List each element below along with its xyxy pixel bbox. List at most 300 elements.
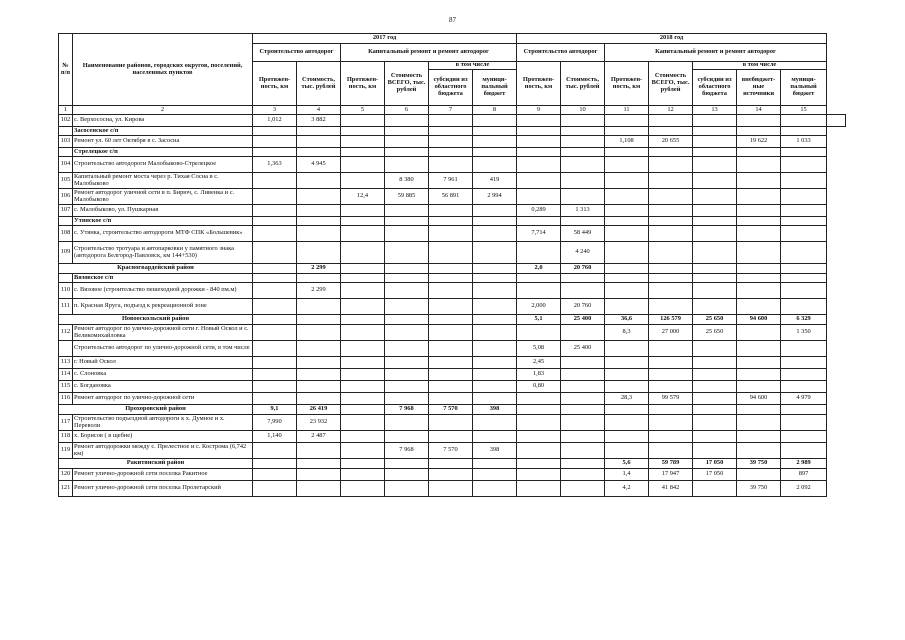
row-number: 104	[59, 157, 73, 173]
row-value	[561, 481, 605, 497]
row-value: 1,83	[517, 369, 561, 381]
subsection-row	[59, 274, 846, 283]
row-value	[341, 205, 385, 217]
row-value	[561, 173, 605, 189]
cell	[473, 274, 517, 283]
header-2017: 2017 год	[253, 34, 517, 44]
cell	[605, 127, 649, 136]
row-value	[693, 115, 737, 127]
row-value	[605, 242, 649, 264]
row-value	[253, 325, 297, 341]
row-value	[341, 115, 385, 127]
row-value: 7 961	[429, 173, 473, 189]
column-number: 15	[781, 106, 827, 115]
row-value	[473, 136, 517, 148]
district-name: Красногвардейский район	[59, 264, 253, 274]
district-value	[693, 405, 737, 415]
row-value	[605, 369, 649, 381]
row-value: 25 650	[693, 325, 737, 341]
district-value	[781, 405, 827, 415]
cell	[781, 148, 827, 157]
row-value: 7 570	[429, 443, 473, 459]
column-number: 3	[253, 106, 297, 115]
row-value	[561, 443, 605, 459]
district-value	[429, 459, 473, 469]
district-value	[605, 405, 649, 415]
cell	[737, 127, 781, 136]
row-value	[737, 341, 781, 357]
row-value	[385, 157, 429, 173]
page-number: 87	[449, 16, 456, 24]
row-value	[605, 173, 649, 189]
table-row	[59, 431, 846, 443]
row-number	[59, 274, 73, 283]
row-number: 109	[59, 242, 73, 264]
row-value	[649, 226, 693, 242]
cell	[561, 274, 605, 283]
district-value	[429, 264, 473, 274]
row-value	[429, 369, 473, 381]
row-value	[649, 205, 693, 217]
row-value	[649, 189, 693, 205]
district-name: Прохоровский район	[59, 405, 253, 415]
row-name: с. Верхососна, ул. Кирова	[73, 115, 253, 127]
row-value	[253, 341, 297, 357]
cell	[473, 217, 517, 226]
row-value	[693, 226, 737, 242]
row-value	[693, 431, 737, 443]
column-number: 12	[649, 106, 693, 115]
row-value	[517, 393, 561, 405]
row-value	[737, 189, 781, 205]
cell	[781, 274, 827, 283]
row-value	[561, 136, 605, 148]
row-name: Ремонт улично-дорожной сети поселка Ракитное	[73, 469, 253, 481]
cell	[429, 148, 473, 157]
row-value	[649, 115, 693, 127]
subsection-row	[59, 148, 846, 157]
district-value: 20 760	[561, 264, 605, 274]
row-number: 107	[59, 205, 73, 217]
row-value	[253, 205, 297, 217]
row-value	[781, 173, 827, 189]
row-name: Капитальный ремонт моста через р. Тихая Сосна в с. Малобыково	[73, 173, 253, 189]
header-cost-total: Стоимость ВСЕГО, тыс. рублей	[649, 62, 693, 106]
row-value	[341, 369, 385, 381]
row-value	[429, 325, 473, 341]
table-row	[59, 115, 846, 127]
row-value	[737, 173, 781, 189]
cell	[253, 127, 297, 136]
row-value	[605, 115, 649, 127]
cell	[385, 274, 429, 283]
table-row	[59, 283, 846, 299]
row-value: 2,45	[517, 357, 561, 369]
district-value: 398	[473, 405, 517, 415]
row-value: 5,08	[517, 341, 561, 357]
row-number	[59, 148, 73, 157]
row-value	[737, 415, 781, 431]
row-name: Ремонт улично-дорожной сети поселка Пролетарский	[73, 481, 253, 497]
cell	[517, 127, 561, 136]
cell	[693, 217, 737, 226]
row-value	[781, 283, 827, 299]
row-value	[385, 115, 429, 127]
row-value	[297, 469, 341, 481]
row-value: 419	[473, 173, 517, 189]
row-value	[561, 393, 605, 405]
row-value: 7,714	[517, 226, 561, 242]
row-number: 121	[59, 481, 73, 497]
row-name: х. Борисов ( в щебне)	[73, 431, 253, 443]
row-value: 3 882	[297, 115, 341, 127]
row-value	[561, 369, 605, 381]
row-value	[429, 357, 473, 369]
row-value	[473, 242, 517, 264]
row-value: 4,2	[605, 481, 649, 497]
cell	[429, 274, 473, 283]
row-value	[693, 393, 737, 405]
row-number: 116	[59, 393, 73, 405]
district-value	[341, 315, 385, 325]
row-value	[693, 299, 737, 315]
table-row	[59, 469, 846, 481]
row-value: 12,4	[341, 189, 385, 205]
row-value	[473, 205, 517, 217]
cell	[341, 274, 385, 283]
row-name: г. Новый Оскол	[73, 357, 253, 369]
district-value: 17 050	[693, 459, 737, 469]
row-value: 7,990	[253, 415, 297, 431]
row-number	[59, 217, 73, 226]
row-value	[737, 205, 781, 217]
row-value	[561, 415, 605, 431]
row-value	[341, 357, 385, 369]
row-value	[385, 205, 429, 217]
row-value	[473, 226, 517, 242]
row-value: 2 299	[297, 283, 341, 299]
header-construction-2018: Строительство автодорог	[517, 44, 605, 62]
row-value	[429, 283, 473, 299]
table-row	[59, 136, 846, 148]
row-value	[385, 136, 429, 148]
row-value	[253, 481, 297, 497]
district-value: 94 600	[737, 315, 781, 325]
row-value	[385, 226, 429, 242]
row-number: 113	[59, 357, 73, 369]
row-value: 94 600	[737, 393, 781, 405]
row-value	[253, 369, 297, 381]
column-number: 13	[693, 106, 737, 115]
cell	[649, 217, 693, 226]
row-value	[781, 341, 827, 357]
row-value: 2 092	[781, 481, 827, 497]
district-value: 5,1	[517, 315, 561, 325]
row-value	[693, 157, 737, 173]
row-value	[341, 481, 385, 497]
district-value: 36,6	[605, 315, 649, 325]
district-value	[693, 264, 737, 274]
row-value	[781, 242, 827, 264]
row-value	[429, 481, 473, 497]
row-value	[561, 115, 605, 127]
table-row	[59, 226, 846, 242]
row-number	[59, 341, 73, 357]
subsection-row	[59, 127, 846, 136]
row-value	[737, 357, 781, 369]
row-value	[341, 299, 385, 315]
column-number: 9	[517, 106, 561, 115]
district-value	[341, 264, 385, 274]
row-value	[253, 136, 297, 148]
row-value	[297, 393, 341, 405]
row-value: 58 449	[561, 226, 605, 242]
row-value	[605, 226, 649, 242]
row-value	[517, 157, 561, 173]
row-value	[385, 299, 429, 315]
row-value	[649, 173, 693, 189]
cell	[297, 127, 341, 136]
row-value	[561, 357, 605, 369]
subsection-name: Засосенское с/п	[73, 127, 253, 136]
row-value	[649, 443, 693, 459]
row-value: 59 885	[385, 189, 429, 205]
row-value	[605, 357, 649, 369]
row-value	[297, 381, 341, 393]
row-value	[737, 381, 781, 393]
row-value	[341, 469, 385, 481]
row-value: 2 487	[297, 431, 341, 443]
row-value	[341, 242, 385, 264]
district-value	[341, 459, 385, 469]
row-name: с. Богдановка	[73, 381, 253, 393]
column-number: 14	[737, 106, 781, 115]
header-extrabudget: внебюджет- ные источники	[737, 70, 781, 106]
row-value	[297, 299, 341, 315]
row-value	[561, 431, 605, 443]
district-value	[473, 315, 517, 325]
row-value	[737, 115, 781, 127]
header-length: Протяжен- ность, км	[605, 62, 649, 106]
column-number: 7	[429, 106, 473, 115]
district-value	[253, 315, 297, 325]
header-municipal: муници- пальный бюджет	[781, 70, 827, 106]
row-value	[429, 415, 473, 431]
row-value	[473, 283, 517, 299]
district-value: 126 579	[649, 315, 693, 325]
row-number: 119	[59, 443, 73, 459]
cell	[473, 148, 517, 157]
row-value	[693, 415, 737, 431]
cell	[341, 148, 385, 157]
row-name: Строительство автодорог по улично-дорожной сети, в том числе	[73, 341, 253, 357]
row-value	[429, 341, 473, 357]
row-value: 99 579	[649, 393, 693, 405]
row-value	[693, 369, 737, 381]
header-construction-2017: Строительство автодорог	[253, 44, 341, 62]
row-number: 102	[59, 115, 73, 127]
row-value	[297, 443, 341, 459]
row-value	[561, 469, 605, 481]
row-value	[781, 357, 827, 369]
row-value	[473, 369, 517, 381]
table-row	[59, 443, 846, 459]
table-row	[59, 325, 846, 341]
row-value	[473, 415, 517, 431]
cell	[693, 148, 737, 157]
row-value	[429, 157, 473, 173]
row-value	[693, 205, 737, 217]
district-value	[385, 459, 429, 469]
row-value	[253, 357, 297, 369]
row-value	[737, 242, 781, 264]
row-number: 108	[59, 226, 73, 242]
district-name: Ракитянский район	[59, 459, 253, 469]
table-row	[59, 357, 846, 369]
table-row	[59, 299, 846, 315]
table-row	[59, 481, 846, 497]
header-repair-2018: Капитальный ремонт и ремонт автодорог	[605, 44, 827, 62]
row-value	[341, 443, 385, 459]
district-value: 25 400	[561, 315, 605, 325]
row-value	[341, 283, 385, 299]
row-value	[561, 283, 605, 299]
cell	[737, 148, 781, 157]
district-value	[649, 405, 693, 415]
row-value	[385, 393, 429, 405]
row-value: 398	[473, 443, 517, 459]
district-value: 59 789	[649, 459, 693, 469]
row-number: 118	[59, 431, 73, 443]
district-value	[605, 264, 649, 274]
district-value	[517, 405, 561, 415]
header-2018: 2018 год	[517, 34, 827, 44]
row-value	[605, 189, 649, 205]
row-value	[517, 173, 561, 189]
row-value	[649, 299, 693, 315]
cell	[517, 274, 561, 283]
row-value	[297, 173, 341, 189]
district-value: 39 750	[737, 459, 781, 469]
row-value	[781, 443, 827, 459]
row-value	[429, 299, 473, 315]
district-value: 6 329	[781, 315, 827, 325]
cell	[385, 127, 429, 136]
table-row	[59, 381, 846, 393]
row-name: Строительство автодороги Малобыково-Стрелецкое	[73, 157, 253, 173]
header-length: Протяжен- ность, км	[253, 62, 297, 106]
cell	[693, 127, 737, 136]
row-value: 8,3	[605, 325, 649, 341]
row-number: 110	[59, 283, 73, 299]
row-value: 0,80	[517, 381, 561, 393]
row-value: 39 750	[737, 481, 781, 497]
row-value	[385, 415, 429, 431]
row-value	[473, 357, 517, 369]
row-value	[253, 393, 297, 405]
row-value	[517, 136, 561, 148]
row-value	[781, 431, 827, 443]
row-value	[781, 369, 827, 381]
cell	[781, 127, 827, 136]
row-value	[737, 369, 781, 381]
cell	[561, 127, 605, 136]
row-value	[385, 369, 429, 381]
table-row	[59, 205, 846, 217]
cell	[561, 148, 605, 157]
row-value	[737, 469, 781, 481]
row-value	[341, 173, 385, 189]
row-value: 1 033	[781, 136, 827, 148]
cell	[473, 127, 517, 136]
row-value	[605, 299, 649, 315]
district-value: 25 650	[693, 315, 737, 325]
row-value	[517, 481, 561, 497]
row-value: 1,363	[253, 157, 297, 173]
row-value	[649, 242, 693, 264]
district-value	[253, 459, 297, 469]
row-value: 1 350	[781, 325, 827, 341]
district-value: 2 989	[781, 459, 827, 469]
header-regional: субсидии из областного бюджета	[693, 70, 737, 106]
row-value	[737, 157, 781, 173]
row-value	[605, 431, 649, 443]
row-value	[781, 226, 827, 242]
row-value	[297, 242, 341, 264]
row-value	[341, 431, 385, 443]
row-value	[385, 242, 429, 264]
row-value	[385, 341, 429, 357]
cell	[517, 217, 561, 226]
row-value	[341, 341, 385, 357]
district-value	[385, 315, 429, 325]
cell	[517, 148, 561, 157]
row-value	[253, 189, 297, 205]
cell	[605, 217, 649, 226]
district-value	[473, 264, 517, 274]
cell	[693, 274, 737, 283]
row-value	[385, 481, 429, 497]
table-row	[59, 189, 846, 205]
row-name: с. Слоновка	[73, 369, 253, 381]
district-value	[517, 459, 561, 469]
table-row	[59, 415, 846, 431]
district-row	[59, 315, 846, 325]
header-cost: Стоимость, тыс. рублей	[297, 62, 341, 106]
row-value: 25 400	[561, 341, 605, 357]
row-value	[429, 226, 473, 242]
row-value	[517, 283, 561, 299]
header-length: Протяжен- ность, км	[341, 62, 385, 106]
row-value	[561, 381, 605, 393]
row-value	[253, 173, 297, 189]
row-value	[473, 393, 517, 405]
row-value	[517, 469, 561, 481]
column-number: 8	[473, 106, 517, 115]
column-number: 2	[73, 106, 253, 115]
row-value	[605, 283, 649, 299]
row-value	[737, 431, 781, 443]
column-number: 1	[59, 106, 73, 115]
row-value	[649, 157, 693, 173]
row-value	[341, 381, 385, 393]
district-value	[297, 315, 341, 325]
row-value	[781, 157, 827, 173]
row-value	[693, 173, 737, 189]
cell	[781, 217, 827, 226]
column-number: 10	[561, 106, 605, 115]
row-value: 20 760	[561, 299, 605, 315]
